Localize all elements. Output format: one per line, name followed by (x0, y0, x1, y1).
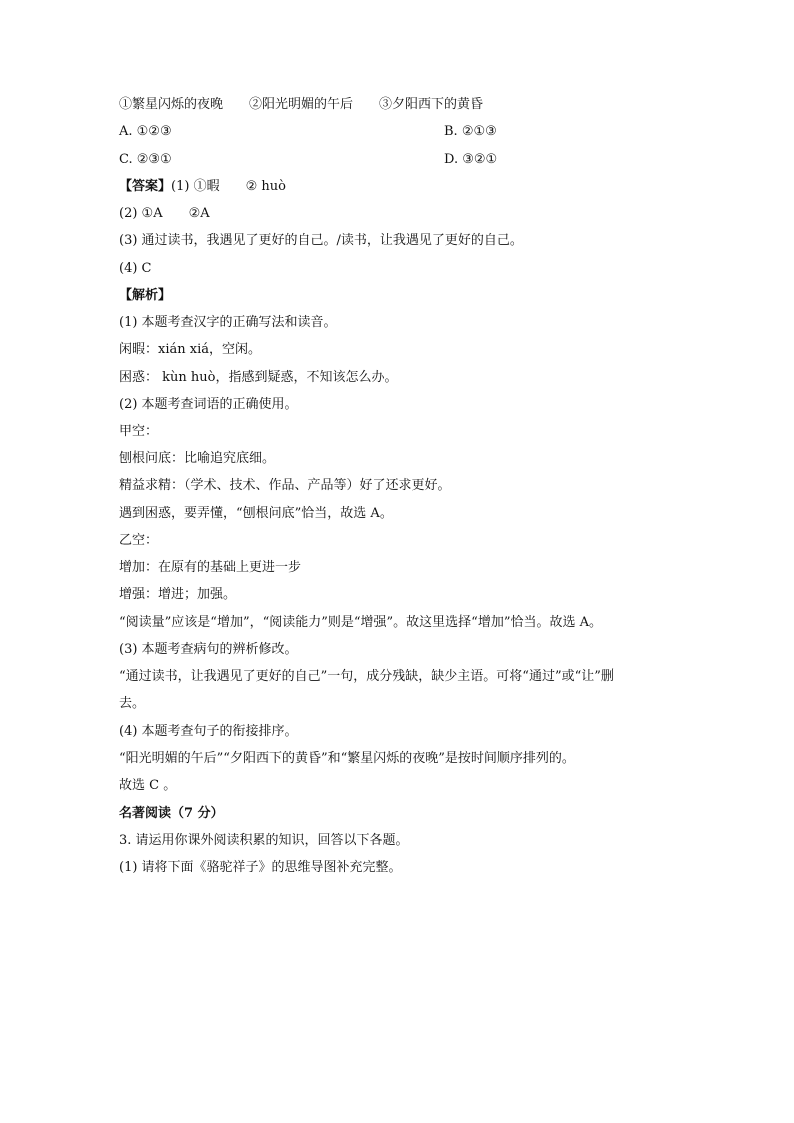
option-3: ③夕阳西下的黄昏 (379, 97, 484, 112)
answer-label: 【答案】 (119, 179, 172, 194)
analysis-line: “通过读书，让我遇见了更好的自己”一句，成分残缺，缺少主语。可将“通过”或“让”删 (119, 669, 614, 684)
analysis-label: 【解析】 (119, 288, 172, 303)
options-line (119, 97, 483, 113)
answer-line-1 (119, 179, 286, 195)
answer-line-4: (4) C (119, 261, 152, 276)
choice-a: A. ①②③ (119, 124, 172, 139)
analysis-line: 增强：增进；加强。 (119, 587, 237, 602)
analysis-line: 故选 C 。 (119, 778, 177, 793)
analysis-line: 困惑： kùn huò，指感到疑惑，不知该怎么办。 (119, 370, 398, 385)
choice-row-1 (119, 124, 172, 140)
answer-1b: ② huò (245, 179, 286, 194)
analysis-line: 精益求精：（学术、技术、作品、产品等）好了还求更好。 (119, 478, 451, 493)
analysis-line: 甲空： (119, 424, 159, 439)
choice-row-2 (119, 152, 172, 168)
analysis-line: (3) 本题考查病句的辨析修改。 (119, 642, 298, 657)
answer-1a: (1) ①暇 (171, 179, 220, 194)
analysis-line: (1) 本题考查汉字的正确写法和读音。 (119, 315, 337, 330)
analysis-line: 刨根问底：比喻追究底细。 (119, 451, 276, 466)
analysis-line: 闲暇：xián xiá，空闲。 (119, 342, 261, 357)
answer-line-2 (119, 206, 210, 222)
analysis-line: 增加：在原有的基础上更进一步 (119, 560, 302, 575)
analysis-line: “阅读量”应该是“增加”，“阅读能力”则是“增强”。故这里选择“增加”恰当。故选 A。 (119, 615, 602, 630)
analysis-line: 遇到困惑，要弄懂，“刨根问底”恰当，故选 A。 (119, 506, 393, 521)
analysis-line: “阳光明媚的午后”“夕阳西下的黄昏”和“繁星闪烁的夜晚”是按时间顺序排列的。 (119, 751, 575, 766)
choice-d: D. ③②① (444, 152, 498, 167)
analysis-line: 去。 (119, 696, 146, 711)
answer-line-3: (3) 通过读书，我遇见了更好的自己。/读书，让我遇见了更好的自己。 (119, 233, 523, 248)
analysis-line: (4) 本题考查句子的衔接排序。 (119, 724, 298, 739)
section-title: 名著阅读（7 分） (119, 806, 224, 821)
option-2: ②阳光明媚的午后 (249, 97, 354, 112)
option-1: ①繁星闪烁的夜晚 (119, 97, 224, 112)
choice-b: B. ②①③ (444, 124, 497, 139)
answer-2b: ②A (188, 206, 210, 221)
answer-2a: (2) ①A (119, 206, 163, 221)
choice-c: C. ②③① (119, 152, 172, 167)
analysis-line: (2) 本题考查词语的正确使用。 (119, 397, 298, 412)
question-3-1: (1) 请将下面《骆驼祥子》的思维导图补充完整。 (119, 860, 402, 875)
analysis-line: 乙空： (119, 533, 159, 548)
question-3: 3. 请运用你课外阅读积累的知识，回答以下各题。 (119, 833, 409, 848)
